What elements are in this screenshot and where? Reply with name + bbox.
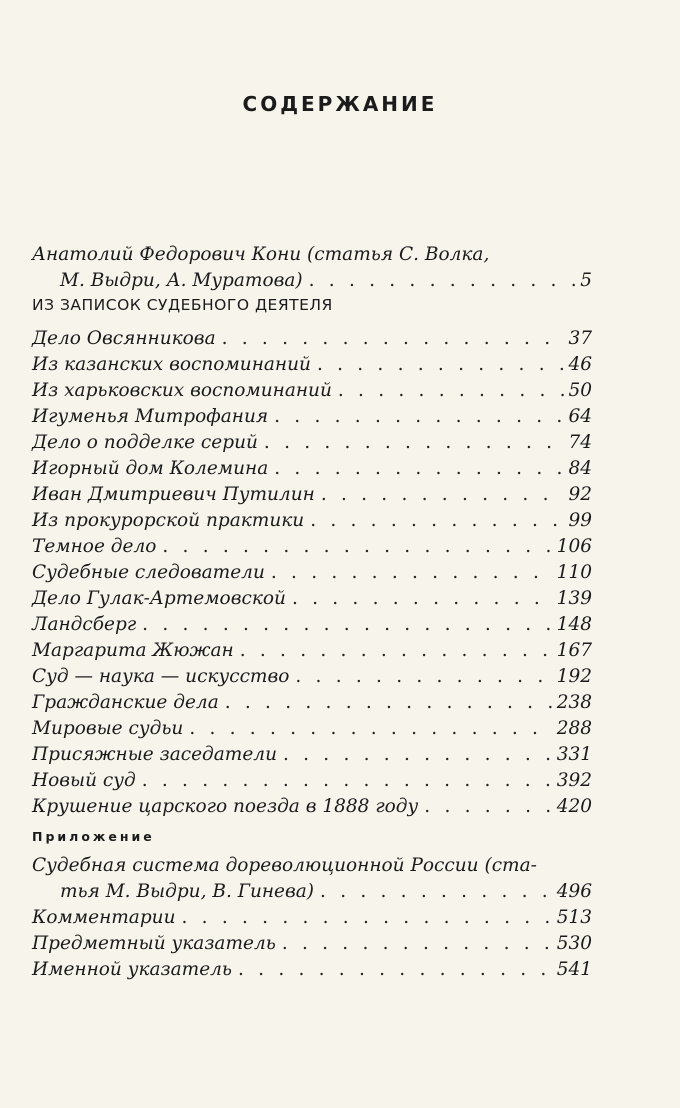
dot-leader <box>309 268 577 294</box>
page-number: 392 <box>556 770 592 791</box>
page-number: 167 <box>556 640 592 661</box>
page-number: 331 <box>556 744 592 765</box>
toc-entry <box>32 794 592 820</box>
page-number: 238 <box>556 692 592 713</box>
entry-title: Комментарии <box>32 907 176 928</box>
dot-leader <box>317 352 565 378</box>
entry-title: Дело Гулак-Артемовской <box>32 588 286 609</box>
entry-title: Новый суд <box>32 770 136 791</box>
entry-title: Гражданские дела <box>32 692 219 713</box>
dot-leader <box>182 905 553 931</box>
toc-list <box>32 326 592 820</box>
toc-entry <box>32 560 592 586</box>
toc-entry <box>32 352 592 378</box>
toc-entry <box>32 326 592 352</box>
toc-entry <box>32 586 592 612</box>
dot-leader <box>240 638 553 664</box>
entry-title: Мировые судьи <box>32 718 184 739</box>
toc-entry <box>32 404 592 430</box>
entry-title: Из казанских воспоминаний <box>32 354 311 375</box>
dot-leader <box>162 534 552 560</box>
toc-entry <box>32 664 592 690</box>
page-number: 84 <box>568 458 592 479</box>
toc-entry-intro-line1: Анатолий Федорович Кони (статья С. Волка, <box>32 244 490 265</box>
entry-title: Из харьковских воспоминаний <box>32 380 332 401</box>
page-number: 64 <box>568 406 592 427</box>
toc-entry <box>32 638 592 664</box>
toc-entry <box>32 508 592 534</box>
toc-entry-intro <box>32 242 592 294</box>
entry-title: Дело Овсянникова <box>32 328 216 349</box>
page-number: 139 <box>556 588 592 609</box>
dot-leader <box>424 794 552 820</box>
toc-entry-appendix-line2: тья М. Выдри, В. Гинева) <box>60 881 315 902</box>
toc-entry-intro-line2: М. Выдри, А. Муратова) <box>60 270 303 291</box>
dot-leader <box>274 404 564 430</box>
entry-title: Игорный дом Колемина <box>32 458 269 479</box>
page-number: 192 <box>556 666 592 687</box>
page-number: 46 <box>568 354 592 375</box>
toc-entry-appendix-line1: Судебная система дореволюционной России (ста- <box>32 855 537 876</box>
page-number: 530 <box>556 933 592 954</box>
dot-leader <box>338 378 565 404</box>
dot-leader <box>264 430 565 456</box>
toc-entry <box>32 768 592 794</box>
dot-leader <box>142 612 553 638</box>
page-number: 513 <box>556 907 592 928</box>
dot-leader <box>271 560 553 586</box>
dot-leader <box>292 586 553 612</box>
entry-title: Именной указатель <box>32 959 232 980</box>
dot-leader <box>274 456 564 482</box>
entry-title: Дело о подделке серий <box>32 432 258 453</box>
entry-title: Игуменья Митрофания <box>32 406 269 427</box>
dot-leader <box>189 716 552 742</box>
toc-entry <box>32 716 592 742</box>
dot-leader <box>283 742 553 768</box>
page-number: 99 <box>568 510 592 531</box>
page-number: 110 <box>556 562 592 583</box>
entry-title: Суд — наука — искусство <box>32 666 290 687</box>
dot-leader <box>238 957 553 983</box>
toc-entry <box>32 456 592 482</box>
dot-leader <box>320 879 553 905</box>
page-number: 496 <box>556 881 592 902</box>
toc-entry <box>32 742 592 768</box>
entry-title: Темное дело <box>32 536 157 557</box>
dot-leader <box>222 326 565 352</box>
entry-title: Крушение царского поезда в 1888 году <box>32 796 419 817</box>
toc-entry <box>32 612 592 638</box>
page-title: СОДЕРЖАНИЕ <box>242 92 438 116</box>
toc-entry <box>32 482 592 508</box>
page-number: 541 <box>556 959 592 980</box>
toc-entry-appendix-intro <box>32 853 592 905</box>
dot-leader <box>321 482 565 508</box>
appendix-list <box>32 905 592 983</box>
page-number: 74 <box>568 432 592 453</box>
page-number: 106 <box>556 536 592 557</box>
dot-leader <box>142 768 553 794</box>
toc-entry <box>32 378 592 404</box>
page-number: 5 <box>580 270 592 291</box>
toc-entry <box>32 957 592 983</box>
page-number: 37 <box>568 328 592 349</box>
dot-leader <box>310 508 564 534</box>
toc-entry <box>32 905 592 931</box>
toc-entry <box>32 534 592 560</box>
dot-leader <box>282 931 553 957</box>
section-heading: ИЗ ЗАПИСОК СУДЕБНОГО ДЕЯТЕЛЯ <box>32 296 333 314</box>
page-number: 288 <box>556 718 592 739</box>
dot-leader <box>225 690 553 716</box>
entry-title: Судебные следователи <box>32 562 265 583</box>
page-number: 92 <box>568 484 592 505</box>
toc-entry <box>32 931 592 957</box>
toc-entry <box>32 690 592 716</box>
page-number: 50 <box>568 380 592 401</box>
toc-entry <box>32 430 592 456</box>
page-number: 148 <box>556 614 592 635</box>
entry-title: Из прокурорской практики <box>32 510 305 531</box>
entry-title: Ландсберг <box>32 614 137 635</box>
dot-leader <box>295 664 552 690</box>
entry-title: Маргарита Жюжан <box>32 640 234 661</box>
page-number: 420 <box>556 796 592 817</box>
appendix-heading: Приложение <box>32 829 155 844</box>
entry-title: Присяжные заседатели <box>32 744 277 765</box>
entry-title: Предметный указатель <box>32 933 276 954</box>
entry-title: Иван Дмитриевич Путилин <box>32 484 315 505</box>
